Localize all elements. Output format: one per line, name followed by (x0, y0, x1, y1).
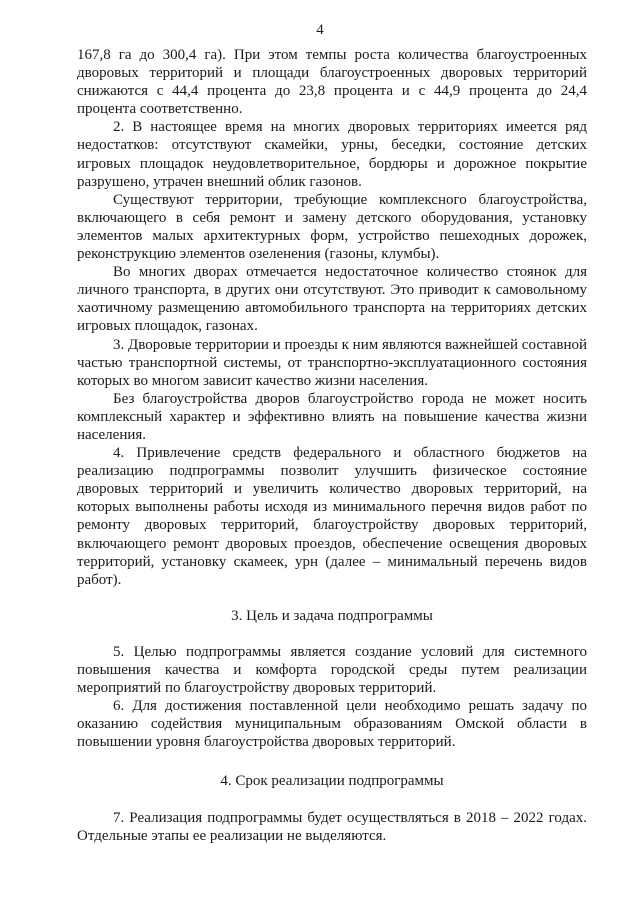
paragraph-2: 2. В настоящее время на многих дворовых территориях имеется ряд недостатков: отсутствуют скамейки, урны, беседки, состояние детских игровых площадок неудовлетворительное, бордюры и дорожное покрытие разрушено, утрачен внешний облик газонов. (77, 119, 587, 190)
paragraph-territories: Существуют территории, требующие комплексного благоустройства, включающего в себя ремонт и замену детского оборудования, установку элементов малых архитектурных форм, устройство пешеходных дорожек, реконструкцию элементов озеленения (газоны, клумбы). (77, 191, 587, 263)
paragraph-6: 6. Для достижения поставленной цели необходимо решать задачу по оказанию содействия муниципальным образованиям Омской области в повышении уровня благоустройства дворовых территорий. (77, 698, 587, 751)
paragraph-continuation: 167,8 га до 300,4 га). При этом темпы роста количества благоустроенных дворовых территорий и площади благоустроенных дворовых территорий снижаются с 44,4 процента до 23,8 процента и с 44,9 процента до 24,4 процента соответственно. (77, 47, 587, 118)
paragraph-4: 4. Привлечение средств федерального и областного бюджетов на реализацию подпрограммы позволит улучшить физическое состояние дворовых территорий и увеличить количество дворовых территорий, на которых выполнены работы исходя из минимального перечня видов работ по ремонту дворовых территорий, благоустройству дворовых территорий, включающего ремонт дворовых проездов, обеспечение освещения дворовых территорий, установку скамеек, урн (далее – минимальный перечень видов работ). (77, 445, 587, 588)
paragraph-city: Без благоустройства дворов благоустройство города не может носить комплексный характер и эффективно влиять на повышение качества жизни населения. (77, 390, 587, 443)
page-number: 4 (316, 22, 324, 38)
paragraph-3: 3. Дворовые территории и проезды к ним являются важнейшей составной частью транспортной системы, от транспортно-эксплуатационного состояния которых во многом зависит качество жизни населения. (77, 336, 588, 389)
paragraph-parking: Во многих дворах отмечается недостаточное количество стоянок для личного транспорта, в других они отсутствуют. Это приводит к самовольному хаотичному размещению автомобильного транспорта на территориях детских игровых площадок, газонах. (77, 264, 587, 335)
section-heading-goal: 3. Цель и задача подпрограммы (231, 607, 433, 624)
section-heading-term: 4. Срок реализации подпрограммы (220, 773, 444, 790)
paragraph-7: 7. Реализация подпрограммы будет осуществляться в 2018 – 2022 годах. Отдельные этапы ее реализации не выделяются. (77, 809, 587, 844)
paragraph-5: 5. Целью подпрограммы является создание условий для системного повышения качества и комфорта городской среды путем реализации мероприятий по благоустройству дворовых территорий. (77, 643, 587, 697)
document-body (77, 46, 587, 845)
